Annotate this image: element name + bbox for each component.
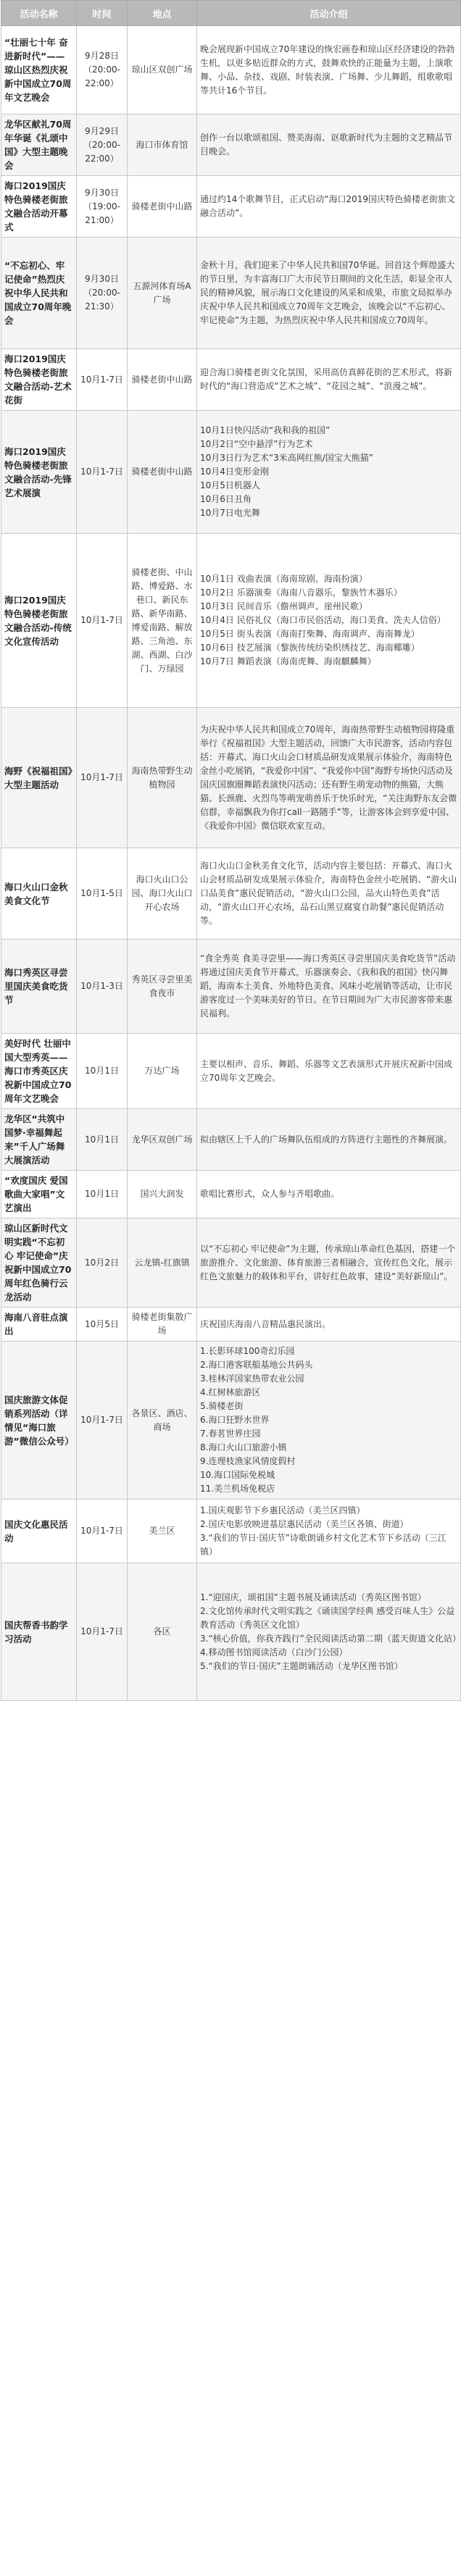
activity-location-cell: 万达广场 [128, 1034, 197, 1109]
table-row [1, 1218, 461, 1308]
activity-location-cell: 美兰区 [128, 1500, 197, 1563]
intro-line: 5.“我们的节日·国庆”主题朗诵活动（龙华区图书馆） [200, 1660, 403, 1671]
activity-name-cell: “欢度国庆 爱国歌曲大家唱”文艺演出 [1, 1171, 77, 1218]
activity-location-cell: 骑楼老街中山路 [128, 411, 197, 534]
header-introduction: 活动介绍 [197, 1, 461, 26]
activity-time-cell: 9月30日（19:00-21:00） [77, 176, 128, 238]
activity-name-cell: 海南八音驻点演出 [1, 1308, 77, 1342]
table-row [1, 1034, 461, 1109]
intro-line: 1.“迎国庆，颂祖国”主题书展及诵读活动（秀英区图书馆） [200, 1592, 426, 1602]
activity-name-cell: 国庆帮香书韵学习活动 [1, 1563, 77, 1701]
intro-line: 6.海口狂野水世界 [200, 1415, 270, 1425]
table-row [1, 349, 461, 411]
activity-intro-cell [197, 1342, 461, 1500]
activity-intro-cell [197, 534, 461, 708]
intro-line: 10月3日 民间音乐（儋州调声、崖州民歌） [200, 601, 367, 611]
intro-line: 拟由辖区上千人的广场舞队伍组成的方阵进行主题性的齐舞展演。 [200, 1134, 453, 1145]
intro-line: 为庆祝中华人民共和国成立70周年，海南热带野生动植物园将隆重举行《祝福祖国》大型主题活动，回馈广大市民游客，活动内容包括：开幕式、海口火山会口材质品研发成果展示体验介，海南特色金丝小吃展销，“我爱你中国”、“我爱你中国”海野专场快闪活动及国庆国旗圈舞蹈表演快闪活动；还有野生萌宠动物的熊猫，大熊猫、长颈鹿、火烈鸟等萌宠萌兽乐于快乐时光，“关注海野东友会微信群，幸福飘我为你打call一路随手”等，让游客体会到享爱中国、《我爱你中国》微信联欢家互动。 [200, 724, 457, 831]
intro-line: 3.“我们的节日·国庆节”诗歌朗诵乡村文化艺术节下乡活动（三江镇） [200, 1532, 447, 1557]
table-row [1, 708, 461, 848]
activity-intro-cell [197, 1109, 461, 1171]
table-row [1, 1500, 461, 1563]
table-row [1, 238, 461, 349]
intro-line: 创作一台以歌颂祖国、赞美海南、讴歌新时代为主题的文艺精品节目晚会。 [200, 133, 453, 156]
activity-location-cell: 骑楼老街中山路 [128, 349, 197, 411]
table-row [1, 1171, 461, 1218]
intro-line: 通过约14个歌舞节目，正式启动“海口2019国庆特色骑楼老街旅文融合活动”。 [200, 194, 456, 218]
header-activity-name: 活动名称 [1, 1, 77, 26]
activity-name-cell: 龙华区“共筑中国梦·幸福舞起来”千人广场舞大展演活动 [1, 1109, 77, 1171]
activity-intro-cell [197, 1563, 461, 1701]
activity-location-cell: 秀英区寻尝里美食夜市 [128, 940, 197, 1034]
table-row [1, 26, 461, 114]
intro-line: 2.文化馆传承时代文明实践之《诵读国学经典 感受百味人生》公益教育活动（秀英区文化馆） [200, 1605, 455, 1630]
activity-intro-cell [197, 238, 461, 349]
intro-line: 10月7日电光舞 [200, 508, 260, 518]
intro-line: 1.长影环球100奇幻乐园 [200, 1346, 295, 1356]
intro-line: 9.连理枝渔家风情度假村 [200, 1456, 296, 1466]
intro-line: 金秋十月，我们迎来了中华人民共和国70华诞。回首这个辉煌盛大的节日里，为丰富海口广大市民节日期间的文化生活，彰显全市人民的精神风貌，展示海口文化建设的风采和成果，市旅文局拟举办庆祝中华人民共和国成立70周年文艺晚会，该晚会以“不忘初心、牢记使命”为主题，为热烈庆祝中华人民共和国成立70周年。 [200, 260, 455, 325]
intro-line: 11.美兰机场免税店 [200, 1484, 275, 1494]
activity-intro-cell [197, 349, 461, 411]
activity-intro-cell [197, 1034, 461, 1109]
activity-location-cell: 各区 [128, 1563, 197, 1701]
activity-intro-cell [197, 848, 461, 940]
activity-time-cell: 9月28日（20:00-22:00） [77, 26, 128, 114]
intro-line: 10月4日变形金刚 [200, 467, 269, 477]
intro-line: 10月1日 戏曲表演（海南琼剧、海南扮演） [200, 574, 367, 584]
header-row [1, 1, 461, 26]
activity-location-cell: 骑楼老街、中山路、博爱路、水巷口、新民东路、新华南路、博爱南路、解放路、三角池、东湖、西湖、白沙门、万绿园 [128, 534, 197, 708]
activity-name-cell: 海口火山口金秋美食文化节 [1, 848, 77, 940]
intro-line: 10月6日 技艺展演（黎族传统纺染织绣技艺、海南椰雕） [200, 643, 420, 653]
activity-name-cell: 海口2019国庆特色骑楼老街旅文融合活动-先锋艺术展演 [1, 411, 77, 534]
intro-line: 迎合海口骑楼老街文化氛围，采用高仿真鲜花街的艺术形式，将新时代的“海口营造成“艺术之城”、“花园之城”、“浪漫之城”。 [200, 367, 453, 391]
intro-line: 海口火山口金秋美食文化节，活动内容主要包括：开幕式、海口火山会材质品研发成果展示体验介，海南特色金丝小吃展销、“游火山口品美食”惠民促销活动，“游火山口公园，品火山特色美食”活动，“游火山口开心农场，品石山黑豆腐宴自助餐”惠民促销活动等。 [200, 861, 457, 926]
activity-time-cell: 10月1-7日 [77, 349, 128, 411]
intro-line: 晚会展现新中国成立70年建设的恢宏画卷和琼山区经济建设的勃勃生机，以更多贴近群众的方式，鼓舞欢快的正能量为主题，上演歌舞、小品、杂技、戏剧、时装表演、广场舞、少儿舞蹈，组歌歌唱等共计16个节目。 [200, 43, 455, 96]
table-body [1, 26, 461, 1701]
intro-line: 10月2日“空中悬浮”行为艺术 [200, 439, 313, 449]
activity-name-cell: 海口2019国庆特色骑楼老街旅文融合活动-传统文化宣传活动 [1, 534, 77, 708]
activity-time-cell: 10月1-7日 [77, 411, 128, 534]
intro-line: 5.骑楼老街 [200, 1401, 244, 1411]
intro-line: 10月5日 街头表演（海南打柴舞、海南调声、海南舞龙） [200, 629, 420, 639]
intro-line: 1.国庆观影节下乡惠民活动（美兰区四镇） [200, 1505, 365, 1515]
table-row [1, 411, 461, 534]
intro-line: 10月2日 乐器演奏（海南八音器乐，黎族竹木器乐） [200, 587, 402, 598]
activity-intro-cell [197, 114, 461, 176]
activity-time-cell: 9月30日（20:00-21:30） [77, 238, 128, 349]
activity-location-cell: 骑楼老街集散广场 [128, 1308, 197, 1342]
activity-name-cell: 海口2019国庆特色骑楼老街旅文融合活动开幕式 [1, 176, 77, 238]
activity-time-cell: 10月1-7日 [77, 534, 128, 708]
intro-line: 10月1日快闪活动“我和我的祖国” [200, 425, 331, 435]
intro-line: 4.红树林旅游区 [200, 1387, 261, 1397]
activity-location-cell: 骑楼老街中山路 [128, 176, 197, 238]
activity-name-cell: 琼山区新时代文明实践“不忘初心 牢记使命”庆祝新中国成立70周年红色骑行云龙活动 [1, 1218, 77, 1308]
activity-time-cell: 10月1日 [77, 1171, 128, 1218]
table-row [1, 1109, 461, 1171]
activity-intro-cell [197, 708, 461, 848]
activity-time-cell: 10月1-7日 [77, 1563, 128, 1701]
activity-time-cell: 10月1日 [77, 1109, 128, 1171]
activity-time-cell: 10月1-5日 [77, 848, 128, 940]
activity-location-cell: 海口市体育馆 [128, 114, 197, 176]
header-location: 地点 [128, 1, 197, 26]
table-row [1, 176, 461, 238]
activity-time-cell: 9月29日（20:00-22:00） [77, 114, 128, 176]
intro-line: 3.“核心价值，你我齐践行”全民阅读活动第二期（蓝天街道文化站） [200, 1633, 461, 1644]
table-row [1, 940, 461, 1034]
header-time: 时间 [77, 1, 128, 26]
intro-line: 歌唱比赛形式，众人参与齐唱歌曲。 [200, 1189, 340, 1199]
intro-line: 4.移动图书馆阅读活动（白沙门公园） [200, 1647, 348, 1657]
activity-time-cell: 10月1-7日 [77, 1500, 128, 1563]
activity-location-cell: 海南热带野生动植物园 [128, 708, 197, 848]
activity-location-cell: 云龙镇-红旗镇 [128, 1218, 197, 1308]
activity-time-cell: 10月1日 [77, 1034, 128, 1109]
intro-line: 以“不忘初心 牢记使命”为主题，传承琼山革命红色基因，搭建一个旅游推介、文化旅游、体育旅游三者相融合，宣传红色文化，展示红色文旅魅力的载体和平台，讲好红色故事，建设“美好新琼山”。 [200, 1243, 456, 1281]
activity-intro-cell [197, 176, 461, 238]
activity-intro-cell [197, 1218, 461, 1308]
table-header [1, 1, 461, 26]
activity-location-cell: 五源河体育场A广场 [128, 238, 197, 349]
activity-time-cell: 10月1-7日 [77, 1342, 128, 1500]
activity-intro-cell [197, 1500, 461, 1563]
activity-name-cell: 海口2019国庆特色骑楼老街旅文融合活动-艺术花街 [1, 349, 77, 411]
activity-name-cell: 国庆文化惠民活动 [1, 1500, 77, 1563]
table-row [1, 534, 461, 708]
activity-name-cell: “壮丽七十年 奋进新时代”——琼山区热烈庆祝新中国成立70周年文艺晚会 [1, 26, 77, 114]
intro-line: 10月3日行为艺术“3米高网红熊/国宝大熊猫” [200, 453, 374, 463]
activity-name-cell: 美好时代 壮丽中国大型秀英——海口市秀英区庆祝新中国成立70周年文艺晚会 [1, 1034, 77, 1109]
activity-intro-cell [197, 411, 461, 534]
intro-line: 2.国庆电影放映进基层惠民活动（美兰区各镇、街道） [200, 1518, 409, 1529]
activity-name-cell: 海野《祝福祖国》大型主题活动 [1, 708, 77, 848]
table-row [1, 1342, 461, 1500]
activity-time-cell: 10月1-7日 [77, 708, 128, 848]
activity-name-cell: 国庆旅游文体促销系列活动（详情见“海口旅游”微信公众号） [1, 1342, 77, 1500]
activity-name-cell: 龙华区献礼70周年华诞《礼颂中国》大型主题晚会 [1, 114, 77, 176]
intro-line: 10.海口国际免税城 [200, 1470, 275, 1480]
activity-intro-cell [197, 940, 461, 1034]
activity-time-cell: 10月2日 [77, 1218, 128, 1308]
intro-line: 8.海口火山口旅游小镇 [200, 1442, 287, 1452]
intro-line: 10月4日 民俗礼仪（海口市民俗活动，海口美食、洗夫人信俗） [200, 615, 446, 625]
activity-time-cell: 10月1-3日 [77, 940, 128, 1034]
activity-name-cell: “不忘初心、牢记使命”热烈庆祝中华人民共和国成立70周年晚会 [1, 238, 77, 349]
intro-line: 庆祝国庆海南八音精品惠民演出。 [200, 1318, 331, 1329]
activity-location-cell: 各景区、酒店、商场 [128, 1342, 197, 1500]
intro-line: 2.海口港客联船基地公共码头 [200, 1360, 313, 1370]
intro-line: “食全秀英 食美寻尝里——海口秀英区寻尝里国庆美食吃货节”活动将通过国庆美食节开幕式，乐器演奏会、《我和我的祖国》快闪舞蹈，海南本土美食、外地特色美食、风味小吃展销等活动，让市民游客度过一个美味美好的节日。在节日期间为广大市民游客带来惠民福利。 [200, 953, 456, 1019]
activity-location-cell: 琼山区双创广场 [128, 26, 197, 114]
intro-line: 10月7日 舞蹈表演（海南虎舞、海南麒麟舞） [200, 656, 376, 666]
intro-line: 3.桂林洋国家热带农业公园 [200, 1373, 304, 1384]
activity-intro-cell [197, 26, 461, 114]
table-row [1, 1563, 461, 1701]
activity-location-cell: 国兴大润发 [128, 1171, 197, 1218]
table-row [1, 114, 461, 176]
intro-line: 10月5日机器人 [200, 480, 260, 490]
activity-name-cell: 海口秀英区寻尝里国庆美食吃货节 [1, 940, 77, 1034]
activity-location-cell: 海口火山口公园、海口火山口开心农场 [128, 848, 197, 940]
intro-line: 主要以相声、音乐、舞蹈、乐器等文艺表演形式开展庆祝新中国成立70周年文艺晚会。 [200, 1058, 453, 1083]
activity-intro-cell [197, 1308, 461, 1342]
intro-line: 7.春茗世界庄园 [200, 1429, 261, 1439]
table-row [1, 848, 461, 940]
table-row [1, 1308, 461, 1342]
activity-intro-cell [197, 1171, 461, 1218]
intro-line: 10月6日丑角 [200, 494, 252, 504]
activity-table [1, 0, 461, 1701]
activity-location-cell: 龙华区双创广场 [128, 1109, 197, 1171]
activity-time-cell: 10月5日 [77, 1308, 128, 1342]
